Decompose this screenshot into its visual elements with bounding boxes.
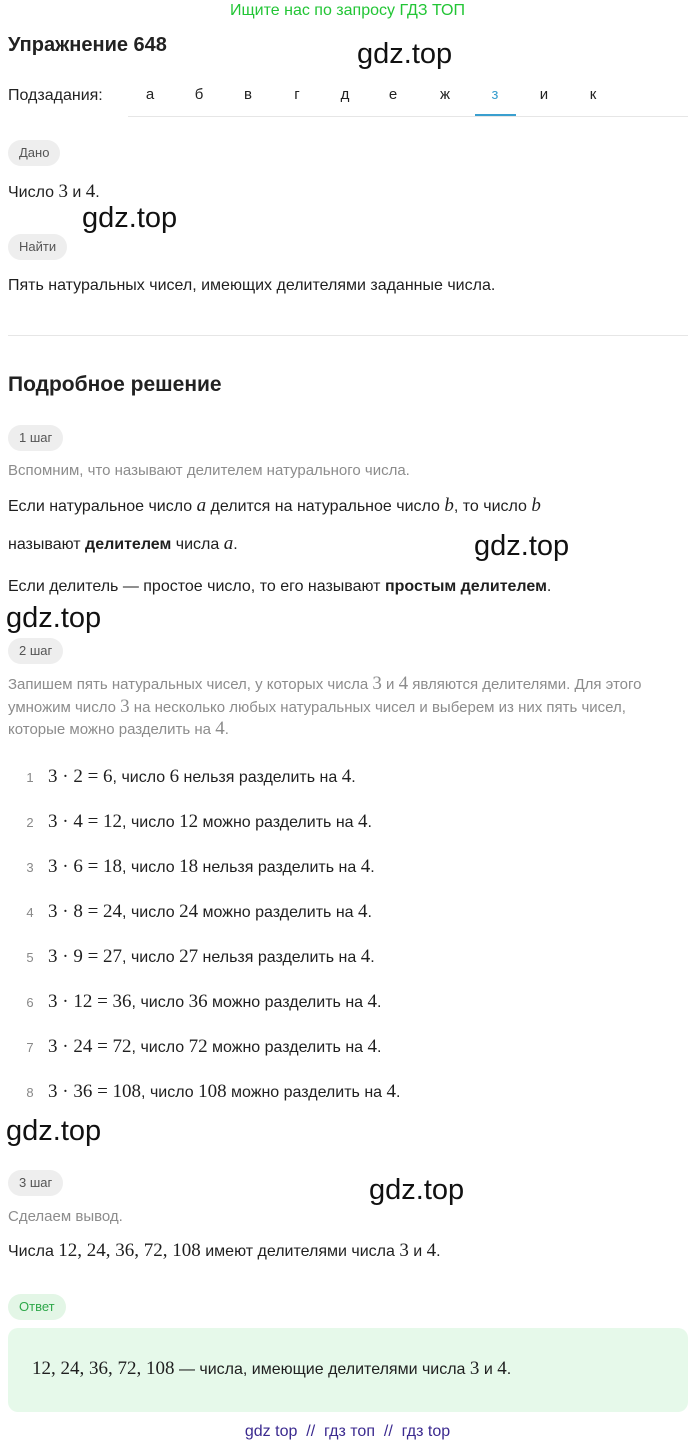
list-number: 8: [26, 1085, 34, 1100]
footer-links[interactable]: gdz top // гдз топ // гдз top: [244, 1423, 451, 1440]
list-item: [48, 1081, 400, 1103]
step2-note-line3: [8, 718, 229, 741]
step2-badge: 2 шаг: [8, 638, 63, 664]
watermark: gdz.top: [474, 530, 570, 562]
find-badge: Найти: [8, 234, 67, 260]
text: можно разделить на: [198, 904, 358, 921]
text: .: [370, 859, 375, 876]
expression: 3 · 36 = 108: [48, 1081, 142, 1102]
step3-text: [8, 1240, 441, 1262]
num: 3: [469, 1358, 480, 1379]
text: Если делитель — простое число, то его называют: [8, 578, 385, 595]
list-item: [48, 991, 381, 1013]
text: нельзя разделить на: [198, 949, 361, 966]
text: можно разделить на: [207, 994, 368, 1011]
list-number: 1: [26, 770, 34, 785]
text: нельзя разделить на: [179, 769, 342, 786]
list-item: [48, 766, 356, 788]
subtask-tabs: [128, 80, 688, 117]
expression: 3 · 2 = 6: [48, 766, 113, 787]
divisor: 4: [358, 901, 368, 922]
text: , число: [122, 859, 180, 876]
value: 12: [179, 811, 199, 832]
list-number: 3: [26, 860, 34, 875]
text: называют: [8, 536, 86, 553]
value: 27: [179, 946, 199, 967]
list-item: [48, 811, 372, 833]
step1-line3: [8, 578, 551, 596]
step1-line2: [8, 533, 238, 555]
given-text: [8, 181, 100, 203]
tab-i[interactable]: и: [539, 86, 549, 103]
text: и: [408, 1243, 427, 1260]
step3-note: Сделаем вывод.: [8, 1208, 123, 1225]
answer-box: [8, 1328, 688, 1412]
text: , число: [141, 1084, 199, 1101]
value: 6: [169, 766, 180, 787]
step2-note-line2: [8, 696, 626, 719]
numbers: 12, 24, 36, 72, 108: [58, 1240, 201, 1261]
num: 4: [215, 718, 225, 739]
text: числа: [171, 536, 224, 553]
answer-numbers: 12, 24, 36, 72, 108: [32, 1358, 175, 1379]
watermark: gdz.top: [82, 202, 178, 234]
num: 4: [497, 1358, 507, 1379]
divisor: 4: [358, 811, 368, 832]
text: можно разделить на: [198, 814, 358, 831]
divisor: 4: [360, 946, 371, 967]
text: умножим число: [8, 699, 121, 716]
list-number: 6: [26, 995, 34, 1010]
text: .: [377, 994, 382, 1011]
answer-badge: Ответ: [8, 1294, 66, 1320]
text: нельзя разделить на: [198, 859, 361, 876]
list-number: 4: [26, 905, 34, 920]
watermark: gdz.top: [369, 1174, 465, 1206]
expression: 3 · 4 = 12: [48, 811, 123, 832]
subtasks-label: Подзадания:: [8, 87, 103, 104]
text: .: [224, 721, 229, 738]
text: .: [367, 814, 372, 831]
search-banner: Ищите нас по запросу ГДЗ ТОП: [230, 2, 465, 19]
num: 4: [398, 673, 409, 694]
given-prefix: Число: [8, 184, 59, 201]
divisor: 4: [341, 766, 352, 787]
expression: 3 · 12 = 36: [48, 991, 132, 1012]
text: Если натуральное число: [8, 498, 197, 515]
find-text: Пять натуральных чисел, имеющих делителями заданные числа.: [8, 277, 496, 294]
num: 3: [399, 1240, 409, 1261]
text: .: [506, 1361, 512, 1378]
text: являются делителями. Для этого: [408, 676, 642, 693]
step1-note: Вспомним, что называют делителем натурального числа.: [8, 462, 410, 479]
given-badge: Дано: [8, 140, 60, 166]
tab-e[interactable]: е: [388, 86, 398, 103]
list-item: [48, 1036, 381, 1058]
step1-badge: 1 шаг: [8, 425, 63, 451]
value: 36: [188, 991, 208, 1012]
tab-k[interactable]: к: [589, 86, 597, 103]
text: .: [233, 536, 238, 553]
text: и: [479, 1361, 498, 1378]
page-title: Упражнение 648: [8, 34, 167, 56]
list-item: [48, 856, 375, 878]
text: — числа, имеющие делителями числа: [174, 1361, 470, 1378]
watermark: gdz.top: [357, 38, 453, 70]
watermark: gdz.top: [6, 602, 102, 634]
text: .: [367, 904, 372, 921]
text: , число: [122, 949, 180, 966]
active-tab-indicator: [475, 114, 516, 116]
list-number: 2: [26, 815, 34, 830]
text: , число: [122, 814, 180, 831]
var-b: b: [444, 495, 454, 516]
num: 3: [372, 673, 382, 694]
tab-zh[interactable]: ж: [439, 86, 451, 103]
var-b: b: [531, 495, 541, 516]
step2-note-line1: [8, 673, 642, 696]
tab-d[interactable]: д: [340, 86, 350, 103]
text: которые можно разделить на: [8, 721, 216, 738]
divisor: 4: [367, 1036, 377, 1057]
value: 24: [179, 901, 199, 922]
text: , число: [131, 994, 189, 1011]
given-n2: 4: [85, 181, 96, 202]
answer-text: [32, 1358, 511, 1380]
text: .: [370, 949, 375, 966]
text: , число: [112, 769, 170, 786]
list-number: 5: [26, 950, 34, 965]
text: .: [546, 578, 552, 595]
expression: 3 · 9 = 27: [48, 946, 123, 967]
text: , число: [131, 1039, 189, 1056]
bold-term: простым делителем: [384, 578, 547, 595]
list-number: 7: [26, 1040, 34, 1055]
expression: 3 · 6 = 18: [48, 856, 123, 877]
given-mid: и: [67, 184, 86, 201]
text: .: [396, 1084, 401, 1101]
text: можно разделить на: [207, 1039, 368, 1056]
tab-g[interactable]: г: [294, 86, 300, 103]
bold-term: делителем: [85, 536, 172, 553]
divisor: 4: [367, 991, 377, 1012]
value: 108: [198, 1081, 227, 1102]
value: 72: [188, 1036, 208, 1057]
list-item: [48, 901, 372, 923]
text: имеют делителями числа: [200, 1243, 400, 1260]
list-item: [48, 946, 375, 968]
text: , то число: [453, 498, 532, 515]
num: 4: [426, 1240, 437, 1261]
text: .: [377, 1039, 382, 1056]
divisor: 4: [360, 856, 371, 877]
text: .: [351, 769, 356, 786]
step1-line1: [8, 495, 541, 517]
expression: 3 · 24 = 72: [48, 1036, 132, 1057]
expression: 3 · 8 = 24: [48, 901, 123, 922]
text: Запишем пять натуральных чисел, у которых числа: [8, 676, 373, 693]
text: .: [436, 1243, 441, 1260]
text: можно разделить на: [226, 1084, 387, 1101]
divisor: 4: [386, 1081, 396, 1102]
value: 18: [179, 856, 199, 877]
text: и: [381, 676, 399, 693]
text: делится на натуральное число: [206, 498, 445, 515]
tab-z[interactable]: з: [491, 86, 499, 103]
text: на несколько любых натуральных чисел и выберем из них пять чисел,: [129, 699, 626, 716]
watermark: gdz.top: [6, 1115, 102, 1147]
step3-badge: 3 шаг: [8, 1170, 63, 1196]
solution-heading: Подробное решение: [8, 373, 222, 396]
tab-b[interactable]: б: [194, 86, 204, 103]
var-a: a: [223, 533, 234, 554]
divider: [8, 335, 688, 336]
given-n1: 3: [58, 181, 68, 202]
tab-v[interactable]: в: [244, 86, 252, 103]
text: Числа: [8, 1243, 59, 1260]
tab-a[interactable]: а: [145, 86, 155, 103]
num: 3: [120, 696, 130, 717]
given-end: .: [95, 184, 100, 201]
text: , число: [122, 904, 180, 921]
var-a: a: [196, 495, 207, 516]
